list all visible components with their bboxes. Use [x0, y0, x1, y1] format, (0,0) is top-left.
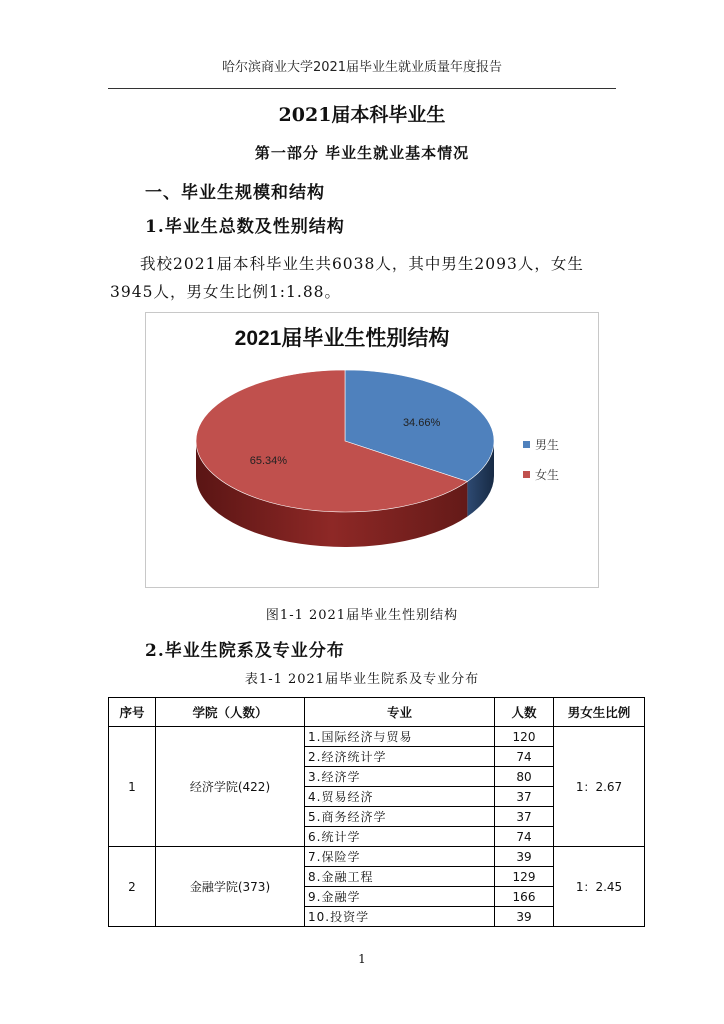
data-label: 34.66%	[402, 416, 441, 429]
count-cell: 129	[495, 867, 554, 887]
count-cell: 166	[495, 887, 554, 907]
major-name-cell: 4.贸易经济	[305, 787, 495, 807]
legend-swatch	[523, 441, 530, 448]
summary-paragraph: 我校2021届本科毕业生共6038人，其中男生2093人，女生3945人，男女生比例1:1.88。	[110, 255, 584, 301]
major-name-cell: 5.商务经济学	[305, 807, 495, 827]
legend-label: 女生	[535, 468, 560, 482]
major-name-cell: 9.金融学	[305, 887, 495, 907]
ratio-cell: 1：2.67	[554, 727, 645, 847]
major-name-cell: 8.金融工程	[305, 867, 495, 887]
count-cell: 39	[495, 847, 554, 867]
legend-label: 男生	[535, 438, 560, 452]
part-title: 第一部分 毕业生就业基本情况	[254, 144, 470, 162]
row-number-cell: 2	[109, 847, 156, 927]
count-cell: 74	[495, 747, 554, 767]
major-distribution-table	[108, 697, 645, 927]
header-rule	[108, 88, 616, 89]
major-name-cell: 10.投资学	[305, 907, 495, 927]
count-cell: 39	[495, 907, 554, 927]
data-label: 65.34%	[249, 455, 288, 468]
table-row	[109, 847, 645, 867]
column-header: 男女生比例	[554, 698, 645, 727]
running-header: 哈尔滨商业大学2021届毕业生就业质量年度报告	[221, 60, 503, 75]
subsection-heading-gender: 1.毕业生总数及性别结构	[145, 217, 345, 237]
major-name-cell: 3.经济学	[305, 767, 495, 787]
chart-title: 2021届毕业生性别结构	[234, 327, 450, 350]
page-number: 1	[358, 952, 366, 966]
table-row	[109, 727, 645, 747]
college-cell: 金融学院(373)	[156, 847, 305, 927]
section-heading: 一、毕业生规模和结构	[145, 183, 325, 203]
count-cell: 37	[495, 787, 554, 807]
count-cell: 74	[495, 827, 554, 847]
table-header-row	[109, 698, 645, 727]
count-cell: 120	[495, 727, 554, 747]
legend-swatch	[523, 471, 530, 478]
table-caption: 表1-1 2021届毕业生院系及专业分布	[244, 672, 480, 687]
figure-caption: 图1-1 2021届毕业生性别结构	[265, 608, 459, 623]
row-number-cell: 1	[109, 727, 156, 847]
pie-chart-canvas	[146, 313, 598, 587]
column-header: 序号	[109, 698, 156, 727]
ratio-cell: 1：2.45	[554, 847, 645, 927]
count-cell: 37	[495, 807, 554, 827]
major-name-cell: 1.国际经济与贸易	[305, 727, 495, 747]
count-cell: 80	[495, 767, 554, 787]
subsection-heading-distribution: 2.毕业生院系及专业分布	[145, 641, 345, 661]
column-header: 专业	[305, 698, 495, 727]
gender-pie-chart	[145, 312, 599, 588]
major-name-cell: 7.保险学	[305, 847, 495, 867]
college-cell: 经济学院(422)	[156, 727, 305, 847]
chart-legend	[523, 437, 559, 482]
column-header: 学院（人数）	[156, 698, 305, 727]
major-name-cell: 6.统计学	[305, 827, 495, 847]
major-name-cell: 2.经济统计学	[305, 747, 495, 767]
document-title: 2021届本科毕业生	[278, 104, 446, 126]
column-header: 人数	[495, 698, 554, 727]
